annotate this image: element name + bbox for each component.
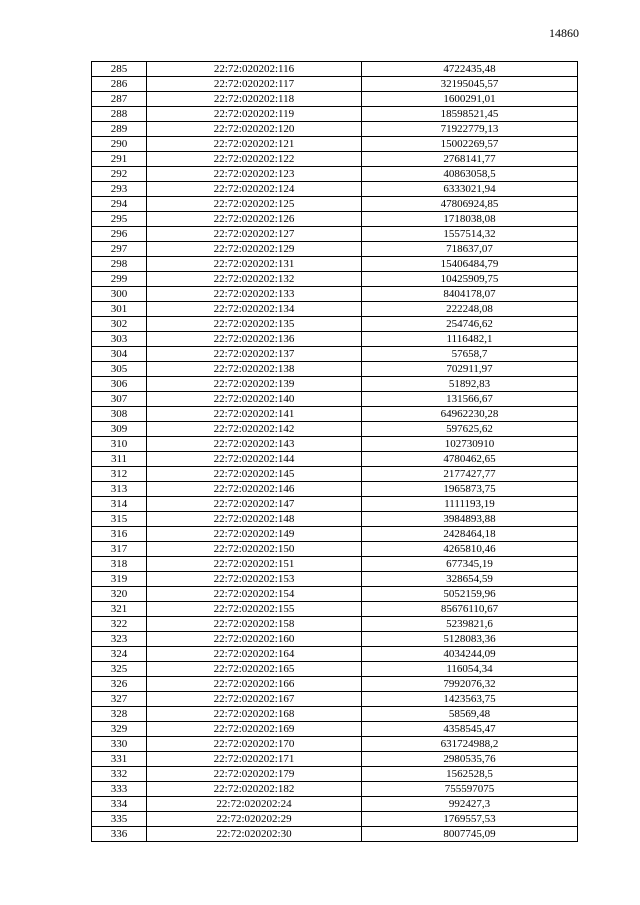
cadastral-number-cell: 22:72:020202:148 (147, 512, 362, 527)
cadastral-value-cell: 677345,19 (362, 557, 578, 572)
cadastral-value-cell: 2428464,18 (362, 527, 578, 542)
table-body (92, 62, 578, 842)
cadastral-value-cell: 718637,07 (362, 242, 578, 257)
cadastral-number-cell: 22:72:020202:30 (147, 827, 362, 842)
table-row (92, 137, 578, 152)
row-number-cell: 304 (92, 347, 147, 362)
table-row (92, 707, 578, 722)
row-number-cell: 322 (92, 617, 147, 632)
row-number-cell: 306 (92, 377, 147, 392)
cadastral-number-cell: 22:72:020202:153 (147, 572, 362, 587)
row-number-cell: 299 (92, 272, 147, 287)
table-row (92, 647, 578, 662)
table-row (92, 362, 578, 377)
table-row (92, 317, 578, 332)
table-row (92, 92, 578, 107)
table-row (92, 542, 578, 557)
table-row (92, 677, 578, 692)
row-number-cell: 312 (92, 467, 147, 482)
cadastral-value-cell: 4358545,47 (362, 722, 578, 737)
cadastral-value-cell: 222248,08 (362, 302, 578, 317)
cadastral-number-cell: 22:72:020202:120 (147, 122, 362, 137)
cadastral-number-cell: 22:72:020202:145 (147, 467, 362, 482)
cadastral-value-cell: 3984893,88 (362, 512, 578, 527)
cadastral-number-cell: 22:72:020202:29 (147, 812, 362, 827)
row-number-cell: 308 (92, 407, 147, 422)
table-row (92, 437, 578, 452)
cadastral-value-cell: 8007745,09 (362, 827, 578, 842)
row-number-cell: 305 (92, 362, 147, 377)
row-number-cell: 301 (92, 302, 147, 317)
table-row (92, 212, 578, 227)
cadastral-value-cell: 755597075 (362, 782, 578, 797)
row-number-cell: 300 (92, 287, 147, 302)
row-number-cell: 325 (92, 662, 147, 677)
cadastral-value-cell: 2177427,77 (362, 467, 578, 482)
row-number-cell: 336 (92, 827, 147, 842)
cadastral-value-cell: 18598521,45 (362, 107, 578, 122)
cadastral-value-cell: 57658,7 (362, 347, 578, 362)
row-number-cell: 317 (92, 542, 147, 557)
cadastral-value-cell: 1600291,01 (362, 92, 578, 107)
table-row (92, 452, 578, 467)
table-row (92, 692, 578, 707)
table-row (92, 512, 578, 527)
cadastral-value-cell: 131566,67 (362, 392, 578, 407)
table-row (92, 557, 578, 572)
cadastral-value-cell: 32195045,57 (362, 77, 578, 92)
table-row (92, 332, 578, 347)
row-number-cell: 310 (92, 437, 147, 452)
cadastral-number-cell: 22:72:020202:154 (147, 587, 362, 602)
cadastral-number-cell: 22:72:020202:24 (147, 797, 362, 812)
row-number-cell: 334 (92, 797, 147, 812)
cadastral-number-cell: 22:72:020202:122 (147, 152, 362, 167)
cadastral-number-cell: 22:72:020202:166 (147, 677, 362, 692)
table-row (92, 62, 578, 77)
page-number: 14860 (549, 26, 579, 40)
row-number-cell: 289 (92, 122, 147, 137)
cadastral-number-cell: 22:72:020202:133 (147, 287, 362, 302)
row-number-cell: 287 (92, 92, 147, 107)
cadastral-value-cell: 64962230,28 (362, 407, 578, 422)
row-number-cell: 326 (92, 677, 147, 692)
cadastral-number-cell: 22:72:020202:125 (147, 197, 362, 212)
cadastral-number-cell: 22:72:020202:169 (147, 722, 362, 737)
row-number-cell: 314 (92, 497, 147, 512)
table-row (92, 77, 578, 92)
row-number-cell: 331 (92, 752, 147, 767)
cadastral-value-cell: 15406484,79 (362, 257, 578, 272)
row-number-cell: 302 (92, 317, 147, 332)
row-number-cell: 318 (92, 557, 147, 572)
cadastral-value-cell: 1111193,19 (362, 497, 578, 512)
row-number-cell: 292 (92, 167, 147, 182)
row-number-cell: 307 (92, 392, 147, 407)
row-number-cell: 333 (92, 782, 147, 797)
cadastral-number-cell: 22:72:020202:137 (147, 347, 362, 362)
cadastral-number-cell: 22:72:020202:134 (147, 302, 362, 317)
row-number-cell: 327 (92, 692, 147, 707)
cadastral-number-cell: 22:72:020202:127 (147, 227, 362, 242)
cadastral-value-cell: 5128083,36 (362, 632, 578, 647)
cadastral-number-cell: 22:72:020202:182 (147, 782, 362, 797)
table-row (92, 227, 578, 242)
table-row (92, 722, 578, 737)
table-row (92, 392, 578, 407)
table-row (92, 302, 578, 317)
cadastral-number-cell: 22:72:020202:139 (147, 377, 362, 392)
cadastral-value-cell: 992427,3 (362, 797, 578, 812)
row-number-cell: 298 (92, 257, 147, 272)
cadastral-number-cell: 22:72:020202:131 (147, 257, 362, 272)
cadastral-value-cell: 5239821,6 (362, 617, 578, 632)
row-number-cell: 309 (92, 422, 147, 437)
cadastral-number-cell: 22:72:020202:138 (147, 362, 362, 377)
cadastral-value-cell: 4722435,48 (362, 62, 578, 77)
table-row (92, 407, 578, 422)
table-row (92, 167, 578, 182)
table-row (92, 527, 578, 542)
cadastral-number-cell: 22:72:020202:144 (147, 452, 362, 467)
row-number-cell: 295 (92, 212, 147, 227)
cadastral-number-cell: 22:72:020202:129 (147, 242, 362, 257)
table-row (92, 377, 578, 392)
row-number-cell: 320 (92, 587, 147, 602)
cadastral-number-cell: 22:72:020202:151 (147, 557, 362, 572)
row-number-cell: 290 (92, 137, 147, 152)
cadastral-value-table (91, 61, 578, 842)
row-number-cell: 293 (92, 182, 147, 197)
cadastral-number-cell: 22:72:020202:119 (147, 107, 362, 122)
cadastral-number-cell: 22:72:020202:158 (147, 617, 362, 632)
table-row (92, 287, 578, 302)
cadastral-value-cell: 4265810,46 (362, 542, 578, 557)
cadastral-value-cell: 597625,62 (362, 422, 578, 437)
cadastral-value-cell: 254746,62 (362, 317, 578, 332)
cadastral-number-cell: 22:72:020202:135 (147, 317, 362, 332)
cadastral-number-cell: 22:72:020202:164 (147, 647, 362, 662)
cadastral-value-cell: 85676110,67 (362, 602, 578, 617)
table-row (92, 257, 578, 272)
cadastral-value-cell: 1718038,08 (362, 212, 578, 227)
cadastral-number-cell: 22:72:020202:160 (147, 632, 362, 647)
cadastral-number-cell: 22:72:020202:146 (147, 482, 362, 497)
table-row (92, 422, 578, 437)
row-number-cell: 286 (92, 77, 147, 92)
cadastral-number-cell: 22:72:020202:116 (147, 62, 362, 77)
cadastral-value-cell: 328654,59 (362, 572, 578, 587)
cadastral-number-cell: 22:72:020202:149 (147, 527, 362, 542)
cadastral-value-cell: 2768141,77 (362, 152, 578, 167)
cadastral-value-cell: 51892,83 (362, 377, 578, 392)
row-number-cell: 332 (92, 767, 147, 782)
cadastral-number-cell: 22:72:020202:124 (147, 182, 362, 197)
cadastral-number-cell: 22:72:020202:117 (147, 77, 362, 92)
cadastral-value-cell: 7992076,32 (362, 677, 578, 692)
cadastral-number-cell: 22:72:020202:126 (147, 212, 362, 227)
cadastral-value-cell: 8404178,07 (362, 287, 578, 302)
table-row (92, 482, 578, 497)
table-row (92, 497, 578, 512)
row-number-cell: 294 (92, 197, 147, 212)
cadastral-value-cell: 10425909,75 (362, 272, 578, 287)
row-number-cell: 323 (92, 632, 147, 647)
cadastral-number-cell: 22:72:020202:170 (147, 737, 362, 752)
cadastral-number-cell: 22:72:020202:179 (147, 767, 362, 782)
table-row (92, 197, 578, 212)
table-row (92, 752, 578, 767)
cadastral-number-cell: 22:72:020202:150 (147, 542, 362, 557)
cadastral-number-cell: 22:72:020202:155 (147, 602, 362, 617)
cadastral-number-cell: 22:72:020202:141 (147, 407, 362, 422)
cadastral-number-cell: 22:72:020202:147 (147, 497, 362, 512)
cadastral-number-cell: 22:72:020202:167 (147, 692, 362, 707)
cadastral-value-cell: 1557514,32 (362, 227, 578, 242)
table-row (92, 242, 578, 257)
cadastral-number-cell: 22:72:020202:136 (147, 332, 362, 347)
cadastral-number-cell: 22:72:020202:168 (147, 707, 362, 722)
row-number-cell: 316 (92, 527, 147, 542)
row-number-cell: 330 (92, 737, 147, 752)
table-row (92, 107, 578, 122)
row-number-cell: 297 (92, 242, 147, 257)
table-row (92, 152, 578, 167)
row-number-cell: 311 (92, 452, 147, 467)
row-number-cell: 313 (92, 482, 147, 497)
cadastral-value-cell: 102730910 (362, 437, 578, 452)
table-row (92, 587, 578, 602)
row-number-cell: 329 (92, 722, 147, 737)
table-row (92, 737, 578, 752)
table-row (92, 632, 578, 647)
table-row (92, 812, 578, 827)
cadastral-value-cell: 71922779,13 (362, 122, 578, 137)
cadastral-value-cell: 4034244,09 (362, 647, 578, 662)
row-number-cell: 328 (92, 707, 147, 722)
row-number-cell: 321 (92, 602, 147, 617)
table-row (92, 782, 578, 797)
cadastral-value-cell: 631724988,2 (362, 737, 578, 752)
cadastral-value-cell: 1965873,75 (362, 482, 578, 497)
cadastral-value-cell: 47806924,85 (362, 197, 578, 212)
row-number-cell: 285 (92, 62, 147, 77)
row-number-cell: 319 (92, 572, 147, 587)
cadastral-number-cell: 22:72:020202:142 (147, 422, 362, 437)
cadastral-value-cell: 116054,34 (362, 662, 578, 677)
table-row (92, 827, 578, 842)
table-row (92, 572, 578, 587)
cadastral-value-cell: 58569,48 (362, 707, 578, 722)
cadastral-number-cell: 22:72:020202:123 (147, 167, 362, 182)
cadastral-value-cell: 15002269,57 (362, 137, 578, 152)
table-row (92, 602, 578, 617)
table-row (92, 767, 578, 782)
cadastral-value-cell: 1423563,75 (362, 692, 578, 707)
row-number-cell: 315 (92, 512, 147, 527)
cadastral-value-cell: 702911,97 (362, 362, 578, 377)
table-row (92, 182, 578, 197)
cadastral-number-cell: 22:72:020202:140 (147, 392, 362, 407)
row-number-cell: 324 (92, 647, 147, 662)
cadastral-value-cell: 1769557,53 (362, 812, 578, 827)
row-number-cell: 296 (92, 227, 147, 242)
cadastral-value-cell: 2980535,76 (362, 752, 578, 767)
row-number-cell: 288 (92, 107, 147, 122)
cadastral-value-cell: 1562528,5 (362, 767, 578, 782)
cadastral-value-cell: 1116482,1 (362, 332, 578, 347)
row-number-cell: 291 (92, 152, 147, 167)
table-row (92, 122, 578, 137)
cadastral-number-cell: 22:72:020202:165 (147, 662, 362, 677)
table-row (92, 797, 578, 812)
table-row (92, 662, 578, 677)
cadastral-number-cell: 22:72:020202:118 (147, 92, 362, 107)
table-row (92, 467, 578, 482)
table-row (92, 272, 578, 287)
table-row (92, 617, 578, 632)
cadastral-value-cell: 5052159,96 (362, 587, 578, 602)
cadastral-number-cell: 22:72:020202:121 (147, 137, 362, 152)
row-number-cell: 303 (92, 332, 147, 347)
cadastral-value-cell: 6333021,94 (362, 182, 578, 197)
cadastral-value-cell: 4780462,65 (362, 452, 578, 467)
row-number-cell: 335 (92, 812, 147, 827)
cadastral-number-cell: 22:72:020202:143 (147, 437, 362, 452)
cadastral-number-cell: 22:72:020202:132 (147, 272, 362, 287)
cadastral-value-cell: 40863058,5 (362, 167, 578, 182)
table-row (92, 347, 578, 362)
cadastral-number-cell: 22:72:020202:171 (147, 752, 362, 767)
